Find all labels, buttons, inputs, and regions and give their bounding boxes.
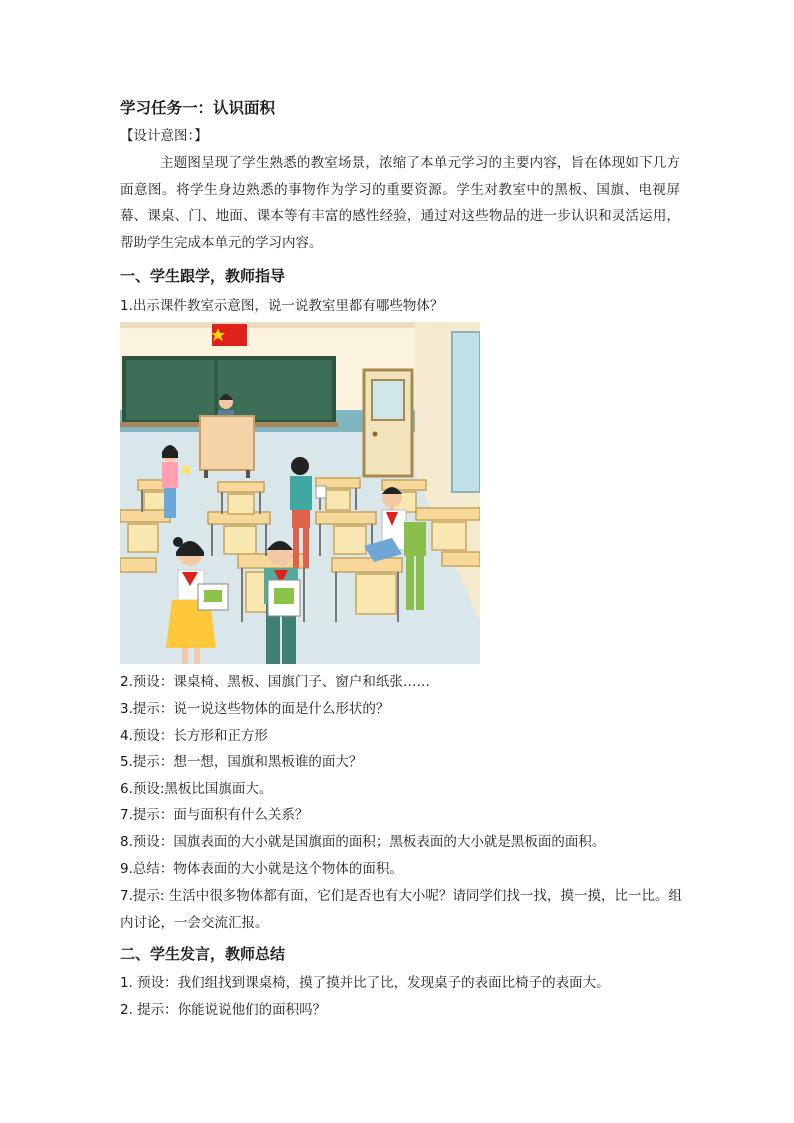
section2-item-2: 2. 提示：你能说说他们的面积吗？ [120,1002,327,1018]
item-8: 8.预设：国旗表面的大小就是国旗面的面积；黑板表面的大小就是黑板面的面积。 [120,834,606,850]
item-5: 5.提示：想一想，国旗和黑板谁的面大？ [120,754,363,770]
design-intent-paragraph: 主题图呈现了学生熟悉的教室场景，浓缩了本单元学习的主要内容，旨在体现如下几方面意图。将学生身边熟悉的事物作为学习的重要资源。学生对教室中的黑板、国旗、电视屏幕、课桌、门、地面、课本等有丰富的感性经验，通过对这些物品的进一步认识和灵活运用，帮助学生完成本单元的学习内容。 [120,155,680,251]
section-heading-1: 一、学生跟学，教师指导 [120,267,286,285]
item-2: 2.预设：课桌椅、黑板、国旗门子、窗户和纸张…… [120,674,430,690]
section-heading-2: 二、学生发言，教师总结 [120,945,286,963]
design-intent-label: 【设计意图：】 [120,128,208,144]
classroom-illustration [120,322,480,664]
podium [200,416,254,470]
section2-item-1: 1. 预设：我们组找到课桌椅，摸了摸并比了比，发现桌子的表面比椅子的表面大。 [120,975,610,991]
prompt-paragraph: 7.提示: 生活中很多物体都有面，它们是否也有大小呢？请同学们找一找，摸一摸，比一比。组内讨论，一会交流汇报。 [120,888,682,931]
item-9: 9.总结：物体表面的大小就是这个物体的面积。 [120,861,403,877]
item-4: 4.预设：长方形和正方形 [120,728,268,744]
national-flag [211,324,247,346]
question-1: 1.出示课件教室示意图，说一说教室里都有哪些物体？ [120,298,444,314]
item-6: 6.预设:黑板比国旗面大。 [120,781,273,797]
item-3: 3.提示：说一说这些物体的面是什么形状的？ [120,701,390,717]
classroom-door [364,370,412,476]
page-title: 学习任务一：认识面积 [120,99,276,117]
item-7: 7.提示：面与面积有什么关系？ [120,807,309,823]
